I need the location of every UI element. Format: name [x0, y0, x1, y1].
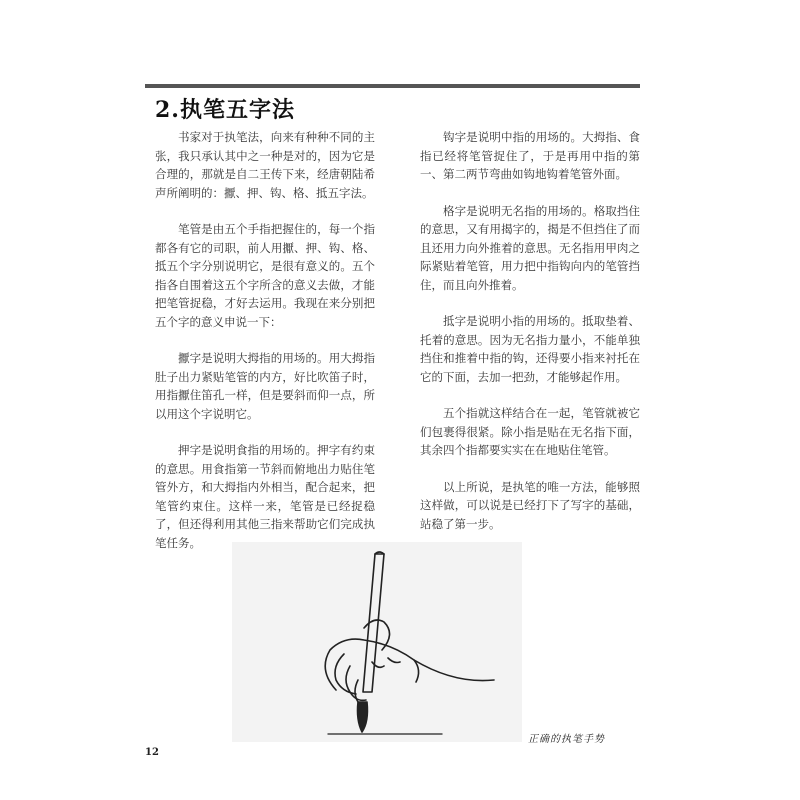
brush-tip [358, 702, 368, 732]
paragraph: 抵字是说明小指的用场的。抵取垫着、托着的意思。因为无名指力量小，不能单独挡住和推着中指的钩，还得要小指来衬托在它的下面，去加一把劲，才能够起作用。 [420, 314, 640, 384]
paragraph: 五个指就这样结合在一起，笔管就被它们包裹得很紧。除小指是贴在无名指下面，其余四个指都要实实在在地贴住笔管。 [420, 406, 640, 457]
paragraph: 书家对于执笔法，向来有种种不同的主张，我只承认其中之一种是对的，因为它是合理的，那就是自二王传下来，经唐朝陆希声所阐明的：擫、押、钩、格、抵五字法。 [155, 130, 375, 200]
wrist-line [414, 660, 419, 682]
brush-hand-illustration [232, 542, 522, 742]
paragraph: 笔管是由五个手指把握住的，每一个指都各有它的司职，前人用擫、押、钩、格、抵五个字分别说明它，是很有意义的。五个指各自围着这五个字所含的意义去做，才能把笔管捉稳，才好去运用。我现在来分别把五个字的意义申说一下： [155, 222, 375, 329]
brush-shaft [363, 554, 384, 692]
page-number: 12 [145, 747, 159, 758]
finger-1 [335, 654, 356, 694]
left-column [155, 128, 375, 570]
paragraph: 钩字是说明中指的用场的。大拇指、食指已经将笔管捉住了，于是再用中指的第一、第二两节弯曲如钩地钩着笔管外面。 [420, 130, 640, 181]
hand-outline [325, 639, 494, 690]
right-column [420, 128, 640, 551]
knuckle-lines [372, 658, 400, 667]
paragraph: 押字是说明食指的用场的。押字有约束的意思。用食指第一节斜而俯地出力贴住笔管外方，和大拇指内外相当，配合起来，把笔管约束住。这样一来，笔管是已经捉稳了，但还得利用其他三指来帮助它们完成执笔任务。 [155, 443, 375, 550]
paragraph: 格字是说明无名指的用场的。格取挡住的意思，又有用揭字的，揭是不但挡住了而且还用力向外推着的意思。无名指用甲肉之际紧贴着笔管，用力把中指钩向内的笔管挡住，而且向外推着。 [420, 203, 640, 292]
section-title: 2.执笔五字法 [155, 97, 295, 123]
header-rule [145, 84, 640, 88]
figure-caption: 正确的执笔手势 [528, 734, 605, 745]
paragraph: 以上所说，是执笔的唯一方法，能够照这样做，可以说是已经打下了写字的基础，站稳了第一步。 [420, 479, 640, 531]
paragraph: 擫字是说明大拇指的用场的。用大拇指肚子出力紧贴笔管的内方，好比吹笛子时，用指擫住笛孔一样，但是要斜而仰一点，所以用这个字说明它。 [155, 351, 375, 421]
